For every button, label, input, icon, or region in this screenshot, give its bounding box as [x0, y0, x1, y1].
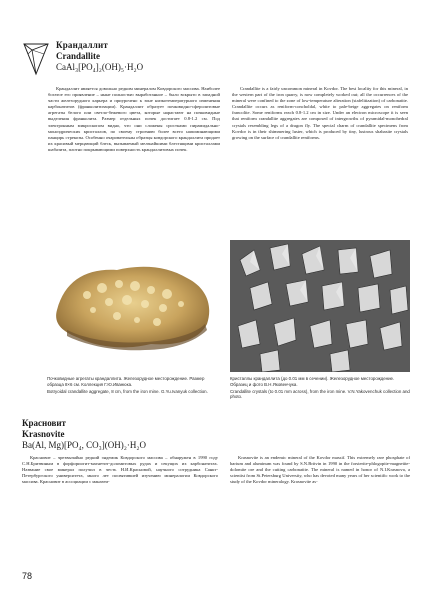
krasnovite-paragraph-en: Krasnovite is an endemic mineral of the Kovdor massif. This extremely rare phosphate of barium and aluminum was found by S.N.Britvin in 1990 in the forsterite-phlogopite-magnetite-dolomite ore and the cutting carbonatite. The mineral is named in honor of N.I.Krasnova, a scientist from St.Petersburg University, who has devoted many years of her scientific work to the study of the Kovdor mineralogy. Krasnovite as-	[230, 455, 410, 485]
crandallite-text-en	[232, 86, 408, 236]
krasnovite-paragraph-ru: Красновит – чрезвычайно редкий эндемик Ковдорского массива – обнаружен в 1990 году С.Н.Бритвиным в форфориогит-магнетит-доломитовых рудах и секущих их карбонатитах. Название свое минерал получил в честь Н.И.Красновой, научного сотрудника Санкт-Петербургского университета, много лет посвятившей изучению минералогии Ковдорского массива. Красновит в ассоциации с маназеи-	[22, 455, 218, 485]
krasnovite-title-ru: Красновит	[22, 418, 66, 428]
caption-right-ru: Кристаллы крандаллита (до 0.01 мм в сечении). Железорудное месторождение. Образец и фото В.Н.Яковенчука.	[230, 376, 395, 387]
page-number: 78	[22, 571, 33, 581]
crandallite-sem-photo	[230, 240, 410, 372]
krasnovite-formula: Ba(Al, Mg)[PO₄, CO₃](OH)₂·H₂O	[22, 440, 147, 450]
caption-left	[47, 376, 219, 395]
crandallite-formula: CaAl₃[PO₄]₂(OH)₅·H₂O	[56, 62, 144, 72]
caption-left-ru: Почковидные агрегаты крандаллита. Железорудное месторождение. Размер образца 8×6 см. Коллекция Г.Ю.Иванюка.	[47, 376, 205, 387]
crandallite-title-en: Crandallite	[56, 51, 100, 61]
caption-right	[230, 376, 410, 401]
caption-left-en: Botryoidal crandallite aggregate, 8 cm, from the iron mine. G.Yu.Ivanyuk collection.	[47, 388, 208, 394]
crandallite-paragraph-en: Crandallite is a fairly uncommon mineral in Kovdor. The best locality for this mineral, in the western part of the iron quarry, is now completely worked out; all the occurrences of the mineral were confined to the zone of low-temperature alteration (stafelitization) of carbonatite. Crandallite occurs as reniform-concholdal, white to pale-beige aggregates on reniform francolite. Some reniforms reach 0.8-1.2 cm in size. Under an electron microscope it is seen that reniform crandallite aggregates are composed of intergrowths of pyramidal-monohedral crystals resembling legs of a dragon fly. The special charm of crandallite specimens from Kovdor is in their shimmering luster, which is produced by tiny, lustrous shabasite crystals growing on the surface of crandallite reniforms.	[232, 86, 408, 140]
crandallite-title-ru: Крандаллит	[56, 40, 109, 50]
krasnovite-title-en: Krasnovite	[22, 429, 65, 439]
crandallite-specimen-photo	[47, 240, 219, 372]
crandallite-paragraph-ru: Крандаллит является довольно редким минералом Ковдорского массива. Наиболее богатое его проявление – ныне полностью выработанное – было вскрыто в западной части железорудного карьера и приурочено к зоне низкотемпературного изменения карбонатитов (франколитизации). Крандаллит образует почковидно-сферолитовые агрегаты белого или светло-бежевого цвета, которые нарастают на почковидные выделения франколита. Размер отдельных почек достигает 0.8-1.2 см. Под электронным микроскопом видно, что они сложены сростками пирамидально-моноэдрических кристаллов, по своему строению более всего напоминающими панцирь стрекозы. Особенно очаровательны образцы ковдорского крандаллита придает их красивый мерцающий блеск, вызываемый мельчайшими блестящими кристаллами шабазита, плотно покрывающими поверхность крандаллитовых почек.	[48, 86, 220, 152]
crystal-drawing-icon	[22, 40, 50, 76]
crandallite-text-ru	[48, 86, 220, 236]
krasnovite-text-ru	[22, 455, 218, 567]
krasnovite-text-en	[230, 455, 410, 567]
caption-right-en: Crandallite crystals (to 0.01 mm across), from the iron mine. V.N.Yakovenchuk collection and photo.	[230, 388, 410, 400]
